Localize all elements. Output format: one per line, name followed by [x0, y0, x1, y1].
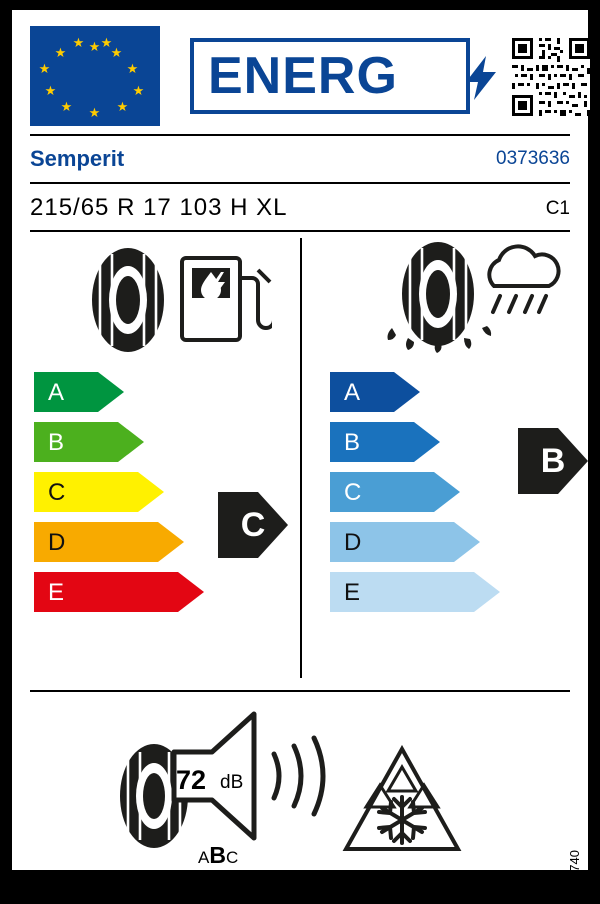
wet-grade-c [330, 472, 530, 512]
label-header [30, 26, 570, 126]
wet-rating-letter: B [540, 442, 566, 480]
divider-vertical [300, 238, 302, 678]
wet-grade-letter: E [344, 579, 361, 606]
fuel-grade-letter: D [48, 529, 66, 556]
divider-header [30, 134, 570, 136]
divider-noise [30, 690, 570, 692]
sound-waves-icon [274, 738, 323, 814]
label-serial: 0373636 [496, 148, 570, 169]
regulation-code: 2020/740 [567, 850, 582, 904]
rain-cloud-icon [489, 246, 558, 312]
fuel-grade-letter: C [48, 479, 66, 506]
eu-flag-icon: ★ ★ ★ ★ ★ ★ ★ ★ ★ ★ ★ ★ [30, 26, 160, 126]
fuel-grade-b [34, 422, 234, 462]
wet-grade-letter: C [344, 479, 362, 506]
wet-grade-e [330, 572, 530, 612]
brand-name: Semperit [30, 146, 125, 171]
wet-rating-arrow [518, 428, 588, 494]
wet-grip-scale [330, 372, 530, 622]
fuel-grade-d [34, 522, 234, 562]
tyre-wet-icon [388, 242, 492, 353]
tyre-size: 215/65 R 17 103 H XL [30, 194, 288, 221]
energy-word: ENERG [208, 47, 398, 105]
wet-grade-d [330, 522, 530, 562]
noise-class-a: A [198, 848, 210, 867]
tyre-class-code: C1 [545, 198, 570, 219]
fuel-efficiency-scale [34, 372, 234, 622]
divider-brand [30, 182, 570, 184]
wet-grade-letter: D [344, 529, 362, 556]
noise-class-c: C [225, 848, 239, 867]
noise-value: 72 [176, 765, 207, 795]
fuel-rating-letter: C [240, 506, 266, 544]
wet-grip-pictogram [382, 242, 582, 354]
fuel-grade-a [34, 372, 234, 412]
fuel-grade-letter: E [48, 579, 65, 606]
fuel-pump-icon [182, 258, 272, 340]
fuel-grade-letter: A [48, 379, 65, 406]
fuel-rating-arrow [218, 492, 288, 558]
fuel-grade-e [34, 572, 234, 612]
noise-class-b: B [209, 842, 226, 868]
snowflake-icon [379, 797, 425, 843]
snow-grip-pictogram [342, 745, 462, 855]
noise-class-scale [198, 842, 238, 869]
wet-grade-letter: B [344, 429, 361, 456]
fuel-pictogram [72, 242, 272, 354]
fuel-grade-c [34, 472, 234, 512]
tyre-energy-label [12, 10, 588, 904]
tyre-icon [92, 248, 164, 352]
divider-size [30, 230, 570, 232]
wet-grade-letter: A [344, 379, 361, 406]
noise-unit: dB [220, 772, 244, 793]
wet-grade-a [330, 372, 530, 412]
wet-grade-b [330, 422, 530, 462]
fuel-grade-letter: B [48, 429, 65, 456]
lightning-bolt-icon [466, 56, 496, 100]
qr-code-icon [512, 38, 590, 116]
